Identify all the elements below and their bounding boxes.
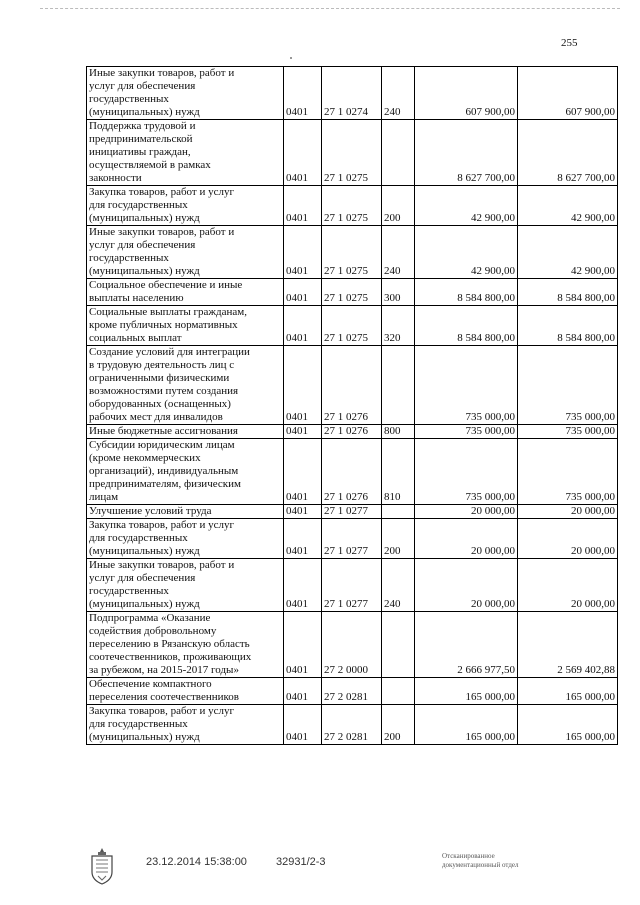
- row-name-line: возможностями путем создания: [89, 385, 239, 397]
- table-row: [87, 505, 618, 519]
- row-expense-type: 320: [382, 306, 415, 346]
- row-name-line: Иные закупки товаров, работ и: [89, 559, 235, 571]
- row-target-code: 27 1 0275: [322, 120, 382, 186]
- row-name-line: социальных выплат: [89, 332, 182, 344]
- row-name: [87, 120, 284, 186]
- row-amount-2: 42 900,00: [518, 226, 618, 279]
- row-expense-type: 200: [382, 519, 415, 559]
- row-target-code: 27 1 0277: [322, 505, 382, 519]
- row-section-code: 0401: [284, 279, 322, 306]
- row-name-line: (муниципальных) нужд: [89, 545, 200, 557]
- row-expense-type: 240: [382, 67, 415, 120]
- row-section-code: 0401: [284, 678, 322, 705]
- row-amount-1: 20 000,00: [415, 519, 518, 559]
- row-amount-2: 20 000,00: [518, 559, 618, 612]
- row-name: [87, 425, 284, 439]
- table-row: [87, 439, 618, 505]
- row-target-code: 27 1 0275: [322, 226, 382, 279]
- row-name-line: Закупка товаров, работ и услуг: [89, 519, 234, 531]
- row-expense-type: 810: [382, 439, 415, 505]
- row-amount-1: 735 000,00: [415, 346, 518, 425]
- row-target-code: 27 2 0000: [322, 612, 382, 678]
- row-section-code: 0401: [284, 559, 322, 612]
- table-row: [87, 519, 618, 559]
- row-name-line: (муниципальных) нужд: [89, 106, 200, 118]
- row-amount-2: 735 000,00: [518, 346, 618, 425]
- table-row: [87, 612, 618, 678]
- footer-date: 23.12.2014 15:38:00: [146, 856, 247, 868]
- row-name-line: Улучшение условий труда: [89, 505, 212, 517]
- row-name-line: в трудовую деятельность лиц с: [89, 359, 235, 371]
- row-name: [87, 279, 284, 306]
- row-name-line: предпринимателям, физическим: [89, 478, 241, 490]
- scan-stamp-line-1: Отсканированное: [442, 852, 495, 860]
- row-name-line: рабочих мест для инвалидов: [89, 411, 223, 423]
- row-name-line: Обеспечение компактного: [89, 678, 212, 690]
- row-expense-type: 800: [382, 425, 415, 439]
- table-row: [87, 226, 618, 279]
- row-amount-1: 42 900,00: [415, 226, 518, 279]
- row-name: [87, 67, 284, 120]
- row-name: [87, 439, 284, 505]
- scan-stamp-line-2: документационный отдел: [442, 861, 519, 869]
- row-target-code: 27 1 0275: [322, 186, 382, 226]
- row-expense-type: 240: [382, 226, 415, 279]
- row-section-code: 0401: [284, 439, 322, 505]
- row-name: [87, 678, 284, 705]
- row-name-line: услуг для обеспечения: [89, 80, 196, 92]
- table-row: [87, 559, 618, 612]
- table-row: [87, 279, 618, 306]
- row-target-code: 27 2 0281: [322, 705, 382, 745]
- row-amount-1: 165 000,00: [415, 705, 518, 745]
- row-name-line: Иные закупки товаров, работ и: [89, 226, 235, 238]
- row-amount-2: 20 000,00: [518, 505, 618, 519]
- row-section-code: 0401: [284, 226, 322, 279]
- row-name: [87, 519, 284, 559]
- row-expense-type: [382, 120, 415, 186]
- row-target-code: 27 1 0274: [322, 67, 382, 120]
- row-amount-1: 2 666 977,50: [415, 612, 518, 678]
- row-name-line: Подпрограмма «Оказание: [89, 612, 211, 624]
- top-rule: [40, 8, 620, 9]
- scan-stamp: [442, 852, 552, 870]
- row-name-line: переселения соотечественников: [89, 691, 239, 703]
- row-name-line: (муниципальных) нужд: [89, 265, 200, 277]
- row-name-line: Иные закупки товаров, работ и: [89, 67, 235, 79]
- row-expense-type: [382, 346, 415, 425]
- row-name: [87, 612, 284, 678]
- row-section-code: 0401: [284, 306, 322, 346]
- row-amount-1: 8 584 800,00: [415, 279, 518, 306]
- row-expense-type: [382, 505, 415, 519]
- row-name-line: Социальные выплаты гражданам,: [89, 306, 247, 318]
- row-name-line: (муниципальных) нужд: [89, 731, 200, 743]
- row-name-line: ограниченными физическими: [89, 372, 230, 384]
- row-target-code: 27 2 0281: [322, 678, 382, 705]
- row-name-line: (муниципальных) нужд: [89, 212, 200, 224]
- coat-of-arms-seal-icon: [88, 846, 116, 886]
- row-name-line: оборудованных (оснащенных): [89, 398, 231, 410]
- row-name-line: услуг для обеспечения: [89, 239, 196, 251]
- row-amount-1: 20 000,00: [415, 559, 518, 612]
- row-target-code: 27 1 0275: [322, 306, 382, 346]
- row-name-line: Создание условий для интеграции: [89, 346, 250, 358]
- row-name-line: для государственных: [89, 718, 188, 730]
- row-name-line: кроме публичных нормативных: [89, 319, 238, 331]
- row-name: [87, 306, 284, 346]
- row-amount-1: 607 900,00: [415, 67, 518, 120]
- row-amount-2: 165 000,00: [518, 705, 618, 745]
- row-name-line: Иные бюджетные ассигнования: [89, 425, 238, 437]
- row-name-line: инициативы граждан,: [89, 146, 191, 158]
- row-name-line: за рубежом, на 2015-2017 годы»: [89, 664, 239, 676]
- row-name-line: предпринимательской: [89, 133, 193, 145]
- row-name-line: государственных: [89, 585, 169, 597]
- row-name-line: государственных: [89, 93, 169, 105]
- row-name: [87, 346, 284, 425]
- row-name-line: государственных: [89, 252, 169, 264]
- row-amount-2: 8 584 800,00: [518, 306, 618, 346]
- row-expense-type: 200: [382, 705, 415, 745]
- row-section-code: 0401: [284, 519, 322, 559]
- row-name: [87, 559, 284, 612]
- row-amount-2: 8 584 800,00: [518, 279, 618, 306]
- table-row: [87, 705, 618, 745]
- row-amount-2: 735 000,00: [518, 425, 618, 439]
- table-row: [87, 346, 618, 425]
- row-amount-1: 8 584 800,00: [415, 306, 518, 346]
- row-amount-1: 735 000,00: [415, 439, 518, 505]
- row-name: [87, 226, 284, 279]
- footer-document-code: 32931/2-3: [276, 856, 326, 868]
- page-footer: [0, 840, 640, 905]
- table-row: [87, 678, 618, 705]
- row-name-line: Закупка товаров, работ и услуг: [89, 186, 234, 198]
- row-amount-1: 8 627 700,00: [415, 120, 518, 186]
- row-name-line: законности: [89, 172, 142, 184]
- row-name-line: лицам: [89, 491, 119, 503]
- row-name-line: Социальное обеспечение и иные: [89, 279, 243, 291]
- row-expense-type: [382, 612, 415, 678]
- table-row: [87, 425, 618, 439]
- row-amount-2: 8 627 700,00: [518, 120, 618, 186]
- row-amount-1: 20 000,00: [415, 505, 518, 519]
- row-expense-type: 240: [382, 559, 415, 612]
- row-expense-type: 300: [382, 279, 415, 306]
- row-amount-2: 165 000,00: [518, 678, 618, 705]
- row-name-line: организаций), индивидуальным: [89, 465, 239, 477]
- row-section-code: 0401: [284, 186, 322, 226]
- row-name: [87, 505, 284, 519]
- row-amount-2: 735 000,00: [518, 439, 618, 505]
- row-expense-type: 200: [382, 186, 415, 226]
- row-expense-type: [382, 678, 415, 705]
- row-name: [87, 186, 284, 226]
- row-name-line: для государственных: [89, 199, 188, 211]
- row-name: [87, 705, 284, 745]
- row-name-line: соотечественников, проживающих: [89, 651, 252, 663]
- table-row: [87, 186, 618, 226]
- budget-table-body: [87, 67, 618, 745]
- row-name-line: переселению в Рязанскую область: [89, 638, 250, 650]
- table-row: [87, 67, 618, 120]
- row-section-code: 0401: [284, 425, 322, 439]
- row-amount-1: 42 900,00: [415, 186, 518, 226]
- row-section-code: 0401: [284, 705, 322, 745]
- scan-speck: [290, 57, 292, 59]
- budget-table: [86, 66, 618, 745]
- row-name-line: Поддержка трудовой и: [89, 120, 196, 132]
- row-name-line: содействия добровольному: [89, 625, 217, 637]
- row-target-code: 27 1 0276: [322, 346, 382, 425]
- row-amount-1: 165 000,00: [415, 678, 518, 705]
- row-amount-2: 607 900,00: [518, 67, 618, 120]
- table-row: [87, 306, 618, 346]
- row-name-line: для государственных: [89, 532, 188, 544]
- row-name-line: Субсидии юридическим лицам: [89, 439, 235, 451]
- table-row: [87, 120, 618, 186]
- row-amount-2: 2 569 402,88: [518, 612, 618, 678]
- row-amount-1: 735 000,00: [415, 425, 518, 439]
- row-name-line: (муниципальных) нужд: [89, 598, 200, 610]
- row-section-code: 0401: [284, 505, 322, 519]
- row-name-line: услуг для обеспечения: [89, 572, 196, 584]
- row-target-code: 27 1 0276: [322, 439, 382, 505]
- row-name-line: выплаты населению: [89, 292, 184, 304]
- row-target-code: 27 1 0277: [322, 559, 382, 612]
- row-section-code: 0401: [284, 612, 322, 678]
- row-section-code: 0401: [284, 67, 322, 120]
- row-target-code: 27 1 0276: [322, 425, 382, 439]
- row-amount-2: 42 900,00: [518, 186, 618, 226]
- row-target-code: 27 1 0275: [322, 279, 382, 306]
- row-name-line: осуществляемой в рамках: [89, 159, 211, 171]
- row-section-code: 0401: [284, 120, 322, 186]
- page-number: 255: [561, 37, 578, 49]
- row-amount-2: 20 000,00: [518, 519, 618, 559]
- row-target-code: 27 1 0277: [322, 519, 382, 559]
- row-name-line: (кроме некоммерческих: [89, 452, 201, 464]
- row-section-code: 0401: [284, 346, 322, 425]
- row-name-line: Закупка товаров, работ и услуг: [89, 705, 234, 717]
